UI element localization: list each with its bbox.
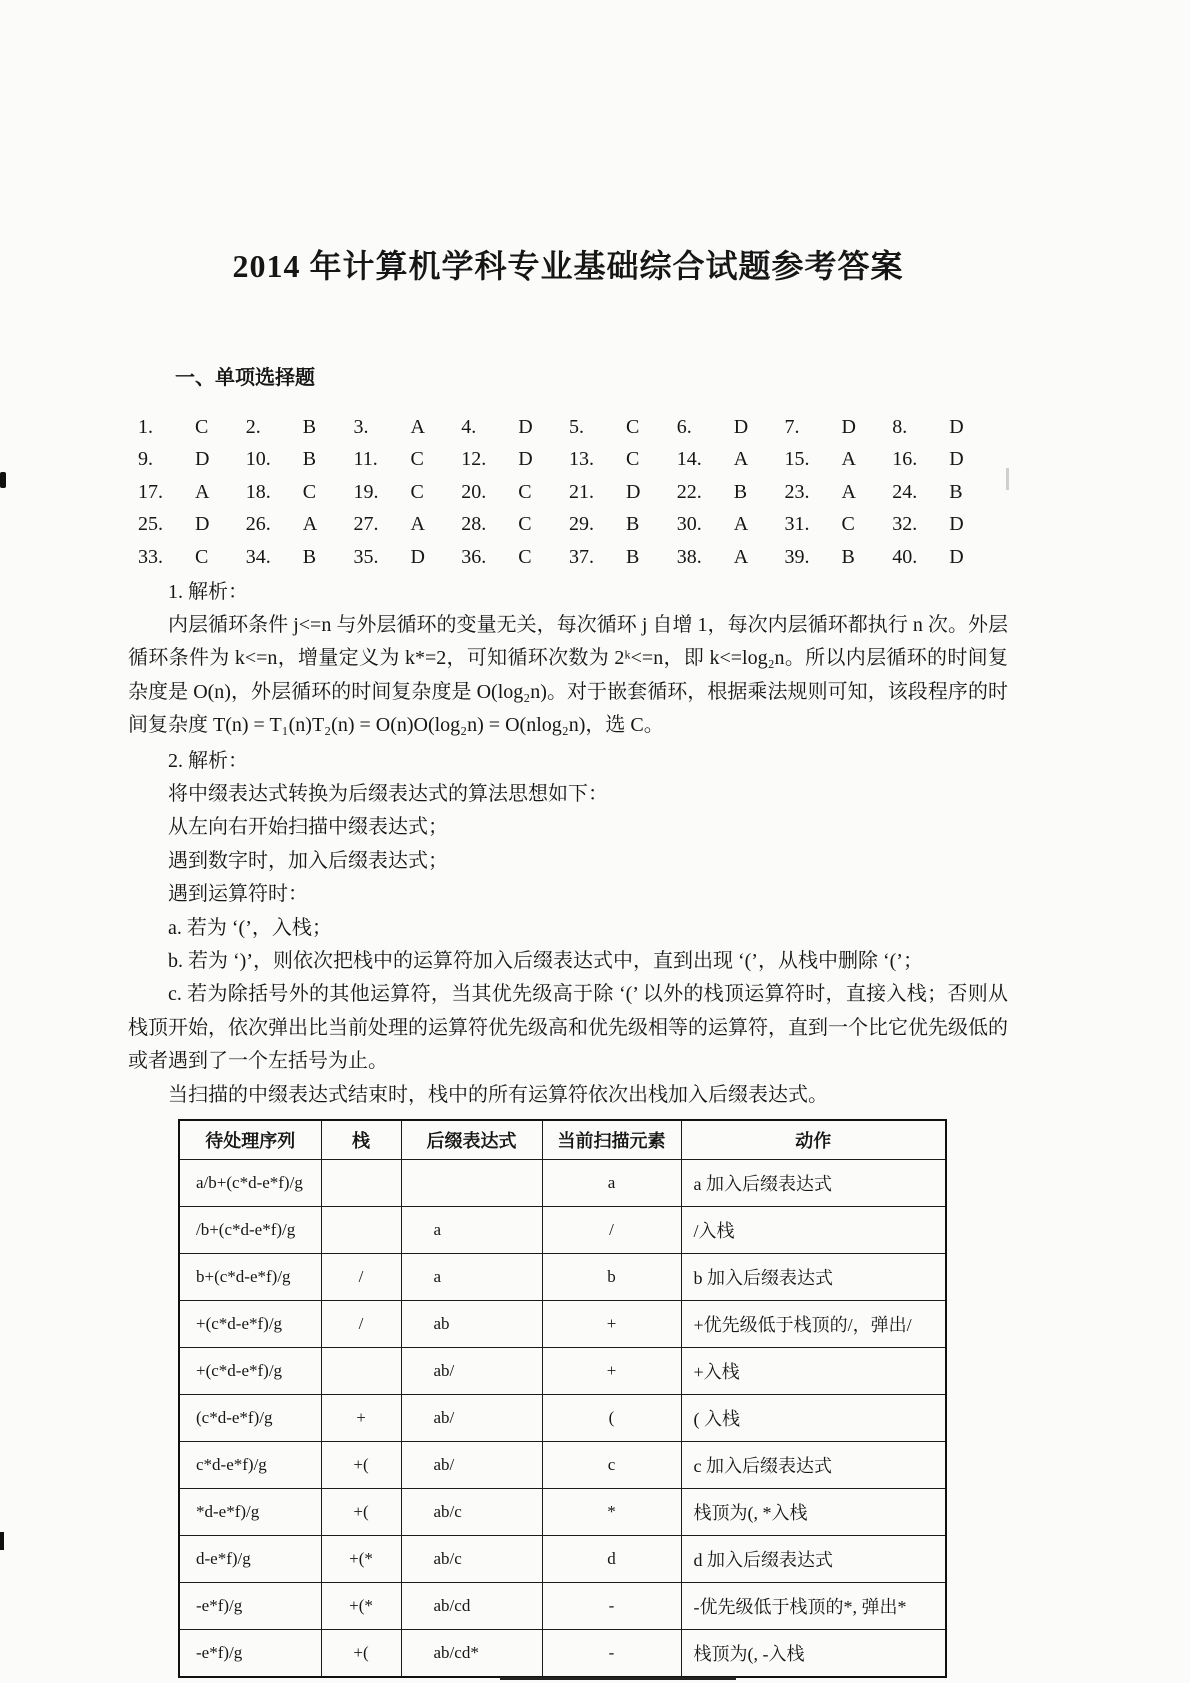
- table-cell: c 加入后缀表达式: [681, 1442, 946, 1489]
- question-number: 37.: [569, 545, 594, 568]
- table-cell: *: [542, 1489, 681, 1536]
- paragraph: b. 若为 ‘)’，则依次把栈中的运算符加入后缀表达式中，直到出现 ‘(’，从栈中删除 ‘(’；: [168, 949, 923, 972]
- answer-letter: A: [195, 480, 210, 503]
- answer-item: [785, 481, 893, 504]
- table-cell: +: [321, 1395, 401, 1442]
- answer-item: [138, 416, 246, 439]
- table-cell: [321, 1348, 401, 1395]
- table-cell: +(*: [321, 1583, 401, 1630]
- question-number: 2.: [245, 415, 261, 438]
- table-header-row: [179, 1120, 946, 1160]
- paragraph: 当扫描的中缀表达式结束时，栈中的所有运算符依次出栈加入后缀表达式。: [168, 1083, 828, 1106]
- question-number: 6.: [676, 415, 692, 438]
- answer-item: [785, 513, 893, 536]
- answer-item: [354, 481, 462, 504]
- table-cell: (c*d-e*f)/g: [179, 1395, 321, 1442]
- question-number: 40.: [892, 545, 918, 568]
- table-header-cell: 动作: [681, 1120, 946, 1160]
- question-number: 33.: [138, 545, 163, 568]
- expression-conversion-table: [178, 1119, 947, 1678]
- question-number: 13.: [569, 448, 594, 471]
- table-header-cell: 后缀表达式: [401, 1120, 542, 1160]
- question-number: 39.: [784, 545, 810, 568]
- table-cell: -: [542, 1583, 681, 1630]
- table-cell: +(: [321, 1442, 401, 1489]
- answer-item: [569, 448, 677, 471]
- table-cell: -优先级低于栈顶的*, 弹出*: [681, 1583, 946, 1630]
- table-header-cell: 待处理序列: [179, 1120, 321, 1160]
- table-cell: +(: [321, 1489, 401, 1536]
- section-heading-single-choice: 一、单项选择题: [175, 367, 315, 389]
- table-cell: ab: [401, 1301, 542, 1348]
- question-number: 8.: [892, 415, 908, 438]
- answer-letter: C: [195, 545, 209, 568]
- question-number: 24.: [892, 480, 918, 503]
- table-cell: +(c*d-e*f)/g: [179, 1301, 321, 1348]
- table-cell: ab/c: [401, 1489, 542, 1536]
- answer-item: [138, 513, 246, 536]
- table-row: [179, 1395, 946, 1442]
- question-number: 27.: [353, 513, 379, 536]
- question-number: 20.: [461, 480, 487, 503]
- question-number: 35.: [353, 545, 379, 568]
- question-number: 12.: [461, 448, 487, 471]
- table-row: [179, 1489, 946, 1536]
- answer-letter: B: [733, 480, 748, 503]
- answer-item: [246, 448, 354, 471]
- table-cell: [321, 1207, 401, 1254]
- answer-letter: A: [410, 415, 425, 438]
- answer-row: [138, 509, 1000, 542]
- answer-letter: A: [733, 545, 749, 568]
- answer-letter: B: [949, 480, 963, 503]
- answer-item: [785, 546, 893, 569]
- table-header-cell: 栈: [321, 1120, 401, 1160]
- answer-item: [246, 513, 354, 536]
- answer-letter: A: [841, 448, 856, 471]
- answer-item: [785, 416, 893, 439]
- table-row: [179, 1442, 946, 1489]
- answer-letter: C: [841, 513, 855, 536]
- table-cell: -: [542, 1630, 681, 1678]
- table-row: [179, 1254, 946, 1301]
- table-cell: ab/: [401, 1395, 542, 1442]
- table-cell: ab/cd*: [401, 1630, 542, 1678]
- question-number: 19.: [353, 480, 379, 503]
- table-cell: /: [321, 1254, 401, 1301]
- table-cell: -e*f)/g: [179, 1583, 321, 1630]
- table-cell: a 加入后缀表达式: [681, 1160, 946, 1207]
- answer-letter: A: [841, 480, 856, 503]
- table-cell: /: [321, 1301, 401, 1348]
- answer-letter: C: [626, 448, 640, 471]
- answer-letter: A: [302, 513, 318, 536]
- analysis2-body: [128, 778, 1008, 1112]
- answer-letter: B: [626, 545, 640, 568]
- question-number: 26.: [245, 513, 271, 536]
- question-number: 16.: [892, 448, 918, 471]
- table-cell: +入栈: [681, 1348, 946, 1395]
- answer-letter: B: [841, 545, 855, 568]
- table-cell: a/b+(c*d-e*f)/g: [179, 1160, 321, 1207]
- answer-item: [461, 416, 569, 439]
- table-cell: ab/cd: [401, 1583, 542, 1630]
- table-cell: a: [401, 1207, 542, 1254]
- table-row: [179, 1536, 946, 1583]
- table-header-cell: 当前扫描元素: [542, 1120, 681, 1160]
- answer-item: [354, 416, 462, 439]
- question-number: 31.: [784, 513, 810, 536]
- table-row: [179, 1301, 946, 1348]
- question-number: 9.: [138, 448, 153, 471]
- answer-item: [569, 416, 677, 439]
- answer-letter: B: [302, 545, 317, 568]
- table-row: [179, 1207, 946, 1254]
- table-cell: *d-e*f)/g: [179, 1489, 321, 1536]
- answer-item: [677, 448, 785, 471]
- answer-letter: D: [949, 415, 964, 438]
- table-cell: d 加入后缀表达式: [681, 1536, 946, 1583]
- table-cell: (: [542, 1395, 681, 1442]
- paragraph: 遇到数字时，加入后缀表达式；: [168, 849, 448, 872]
- answer-letter: D: [841, 415, 856, 438]
- question-number: 17.: [138, 480, 163, 503]
- answer-row: [138, 411, 1000, 444]
- table-cell: d-e*f)/g: [179, 1536, 321, 1583]
- answer-item: [246, 416, 354, 439]
- scan-artifact: [0, 472, 6, 488]
- page-title: 2014 年计算机学科专业基础综合试题参考答案: [232, 248, 904, 284]
- answer-row: [138, 444, 1000, 477]
- answer-item: [892, 546, 1000, 569]
- table-cell: b 加入后缀表达式: [681, 1254, 946, 1301]
- answer-item: [677, 513, 785, 536]
- answer-letter: D: [626, 480, 641, 503]
- question-number: 4.: [461, 415, 477, 438]
- question-number: 14.: [676, 448, 702, 471]
- question-number: 15.: [784, 448, 810, 471]
- answer-letter: C: [195, 415, 209, 438]
- question-number: 34.: [245, 545, 271, 568]
- answer-item: [461, 448, 569, 471]
- question-number: 1.: [138, 415, 153, 438]
- question-number: 21.: [569, 480, 594, 503]
- table-cell: +(: [321, 1630, 401, 1678]
- table-cell: +: [542, 1348, 681, 1395]
- answer-letter: C: [518, 480, 532, 503]
- question-number: 5.: [569, 415, 584, 438]
- paragraph: 遇到运算符时：: [168, 883, 308, 906]
- answer-letter: D: [949, 448, 964, 471]
- answer-letter: D: [410, 545, 425, 568]
- answer-item: [461, 481, 569, 504]
- answer-item: [138, 448, 246, 471]
- answer-letter: C: [518, 513, 532, 536]
- paragraph: 从左向右开始扫描中缀表达式；: [168, 816, 448, 839]
- answer-grid: [138, 411, 1000, 574]
- paragraph: 将中缀表达式转换为后缀表达式的算法思想如下：: [168, 782, 608, 805]
- table-cell: ( 入栈: [681, 1395, 946, 1442]
- answer-letter: C: [410, 448, 424, 471]
- answer-letter: D: [733, 415, 749, 438]
- table-cell: +: [542, 1301, 681, 1348]
- table-cell: -e*f)/g: [179, 1630, 321, 1678]
- paragraph: a. 若为 ‘(’，入栈；: [168, 916, 332, 939]
- answer-row: [138, 476, 1000, 509]
- answer-item: [354, 546, 462, 569]
- answer-item: [785, 448, 893, 471]
- answer-letter: D: [949, 545, 964, 568]
- table-cell: ab/: [401, 1348, 542, 1395]
- table-cell: 栈顶为(, -入栈: [681, 1630, 946, 1678]
- table-cell: /b+(c*d-e*f)/g: [179, 1207, 321, 1254]
- answer-letter: D: [949, 513, 964, 536]
- answer-letter: C: [410, 480, 424, 503]
- table-row: [179, 1583, 946, 1630]
- paragraph: c. 若为除括号外的其他运算符，当其优先级高于除 ‘(’ 以外的栈顶运算符时，直接入栈；否则从栈顶开始，依次弹出比当前处理的运算符优先级高和优先级相等的运算符，直到一个比它优先级低的或者遇到了一个左括号为止。: [128, 983, 1008, 1073]
- answer-letter: A: [733, 513, 749, 536]
- answer-letter: D: [195, 448, 210, 471]
- table-row: [179, 1348, 946, 1395]
- answer-item: [138, 546, 246, 569]
- table-cell: b+(c*d-e*f)/g: [179, 1254, 321, 1301]
- answer-item: [677, 481, 785, 504]
- table-cell: +优先级低于栈顶的/，弹出/: [681, 1301, 946, 1348]
- answer-item: [138, 481, 246, 504]
- answer-item: [246, 546, 354, 569]
- question-number: 32.: [892, 513, 918, 536]
- question-number: 30.: [676, 513, 702, 536]
- table-cell: a: [401, 1254, 542, 1301]
- scan-artifact: [1006, 468, 1009, 490]
- answer-letter: C: [302, 480, 317, 503]
- question-number: 23.: [784, 480, 810, 503]
- answer-item: [677, 546, 785, 569]
- answer-letter: C: [626, 415, 640, 438]
- answer-letter: A: [410, 513, 425, 536]
- answer-letter: C: [518, 545, 532, 568]
- table-cell: /入栈: [681, 1207, 946, 1254]
- paragraph: 内层循环条件 j<=n 与外层循环的变量无关，每次循环 j 自增 1，每次内层循环都执行 n 次。外层循环条件为 k<=n，增量定义为 k*=2，可知循环次数为 2ᵏ<=n，即 k<=log₂n。所以内层循环的时间复杂度是 O(n)，外层循环的时间复杂度是 O(log₂n)。对于嵌套循环，根据乘法规则可知，该段程序的时间复杂度 T(n) = T₁(n)T₂(n) = O(n)O(log₂n) = O(nlog₂n)，选 C。: [128, 613, 1008, 737]
- answer-item: [461, 546, 569, 569]
- question-number: 36.: [461, 545, 487, 568]
- answer-letter: D: [195, 513, 210, 536]
- question-number: 7.: [784, 415, 800, 438]
- analysis2-label: 2. 解析：: [168, 749, 248, 772]
- analysis1-body: [128, 609, 1008, 743]
- table-row: [179, 1630, 946, 1678]
- table-cell: 栈顶为(, *入栈: [681, 1489, 946, 1536]
- table-cell: [321, 1160, 401, 1207]
- table-row: [179, 1160, 946, 1207]
- question-number: 3.: [353, 415, 369, 438]
- answer-item: [892, 481, 1000, 504]
- answer-letter: B: [302, 415, 317, 438]
- table-cell: +(*: [321, 1536, 401, 1583]
- answer-item: [569, 481, 677, 504]
- answer-letter: B: [302, 448, 317, 471]
- question-number: 11.: [353, 448, 378, 471]
- answer-letter: A: [733, 448, 749, 471]
- question-number: 25.: [138, 513, 163, 536]
- table-cell: /: [542, 1207, 681, 1254]
- answer-item: [892, 416, 1000, 439]
- table-cell: b: [542, 1254, 681, 1301]
- answer-item: [354, 448, 462, 471]
- scan-artifact: [500, 1677, 736, 1680]
- question-number: 38.: [676, 545, 702, 568]
- answer-letter: B: [626, 513, 640, 536]
- question-number: 28.: [461, 513, 487, 536]
- question-number: 29.: [569, 513, 594, 536]
- scan-artifact: [0, 1532, 4, 1550]
- answer-item: [892, 448, 1000, 471]
- table-cell: a: [542, 1160, 681, 1207]
- answer-item: [246, 481, 354, 504]
- table-cell: ab/c: [401, 1536, 542, 1583]
- analysis1-label: 1. 解析：: [168, 580, 248, 603]
- question-number: 10.: [245, 448, 271, 471]
- table-cell: [401, 1160, 542, 1207]
- table-cell: d: [542, 1536, 681, 1583]
- table-cell: ab/: [401, 1442, 542, 1489]
- question-number: 18.: [245, 480, 271, 503]
- answer-letter: D: [518, 448, 533, 471]
- answer-item: [892, 513, 1000, 536]
- answer-item: [354, 513, 462, 536]
- answer-item: [569, 546, 677, 569]
- table-cell: +(c*d-e*f)/g: [179, 1348, 321, 1395]
- table-cell: c*d-e*f)/g: [179, 1442, 321, 1489]
- answer-item: [569, 513, 677, 536]
- answer-item: [461, 513, 569, 536]
- answer-letter: D: [518, 415, 533, 438]
- answer-row: [138, 541, 1000, 574]
- table-cell: c: [542, 1442, 681, 1489]
- question-number: 22.: [676, 480, 702, 503]
- answer-item: [677, 416, 785, 439]
